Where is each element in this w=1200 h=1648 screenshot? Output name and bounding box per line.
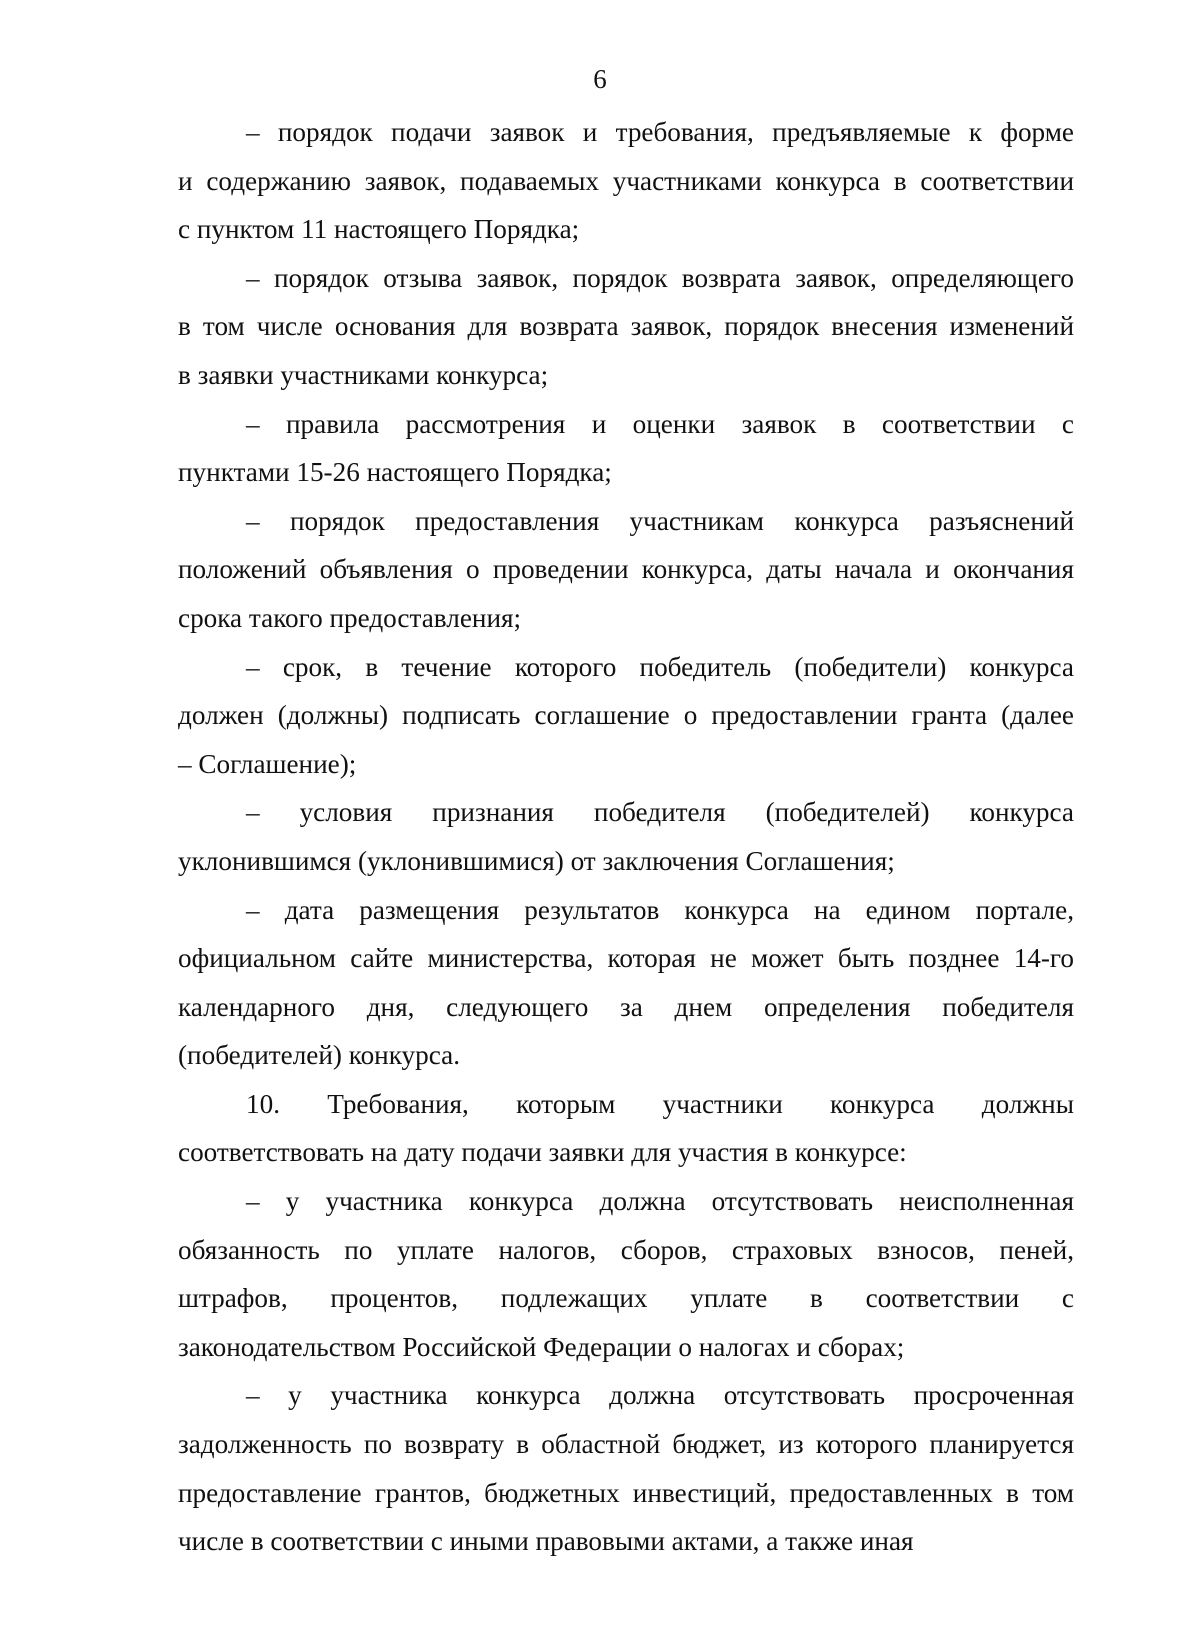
paragraph-line: в заявки участниками конкурса;	[178, 359, 549, 390]
document-body	[178, 108, 1074, 1566]
paragraph-line: календарного дня, следующего за днем определения победителя	[178, 991, 1074, 1022]
paragraph-line: – порядок предоставления участникам конкурса разъяснений	[246, 505, 1074, 536]
paragraph-line: пунктами 15-26 настоящего Порядка;	[178, 457, 612, 488]
paragraph-line: – у участника конкурса должна отсутствовать просроченная	[246, 1380, 1074, 1411]
paragraph-line: – порядок отзыва заявок, порядок возврата заявок, определяющего	[246, 262, 1074, 293]
paragraph-line: соответствовать на дату подачи заявки для участия в конкурсе:	[178, 1137, 907, 1168]
paragraph-line: числе в соответствии с иными правовыми актами, а также иная	[178, 1526, 914, 1557]
paragraph-line: – правила рассмотрения и оценки заявок в соответствии с	[246, 408, 1074, 439]
paragraph-line: с пунктом 11 настоящего Порядка;	[178, 214, 580, 245]
paragraph-line: уклонившимся (уклонившимися) от заключения Соглашения;	[178, 845, 895, 876]
paragraph-line: – у участника конкурса должна отсутствовать неисполненная	[246, 1186, 1074, 1217]
paragraph-line: – срок, в течение которого победитель (победители) конкурса	[246, 651, 1074, 682]
paragraph-line: в том числе основания для возврата заявок, порядок внесения изменений	[178, 311, 1074, 342]
paragraph-line: 10. Требования, которым участники конкурса должны	[246, 1088, 1074, 1119]
paragraph-line: – порядок подачи заявок и требования, предъявляемые к форме	[246, 117, 1074, 147]
paragraph-line: законодательством Российской Федерации о налогах и сборах;	[178, 1331, 905, 1362]
paragraph-line: – Соглашение);	[178, 748, 357, 779]
paragraph-line: положений объявления о проведении конкурса, даты начала и окончания	[178, 554, 1074, 585]
paragraph-line: предоставление грантов, бюджетных инвестиций, предоставленных в том	[178, 1477, 1074, 1508]
paragraph-line: официальном сайте министерства, которая не может быть позднее 14-го	[178, 943, 1074, 974]
paragraph-line: должен (должны) подписать соглашение о предоставлении гранта (далее	[178, 700, 1074, 731]
paragraph-line: задолженность по возврату в областной бюджет, из которого планируется	[178, 1429, 1074, 1460]
paragraph-line: и содержанию заявок, подаваемых участниками конкурса в соответствии	[178, 165, 1074, 196]
paragraph-line: обязанность по уплате налогов, сборов, страховых взносов, пеней,	[178, 1234, 1074, 1265]
paragraph-line: срока такого предоставления;	[178, 602, 522, 633]
paragraph-line: – дата размещения результатов конкурса на едином портале,	[246, 894, 1074, 925]
paragraph-line: штрафов, процентов, подлежащих уплате в соответствии с	[178, 1283, 1074, 1314]
page-number: 6	[593, 64, 607, 94]
paragraph-line: – условия признания победителя (победителей) конкурса	[246, 797, 1074, 828]
paragraph-line: (победителей) конкурса.	[178, 1040, 460, 1071]
